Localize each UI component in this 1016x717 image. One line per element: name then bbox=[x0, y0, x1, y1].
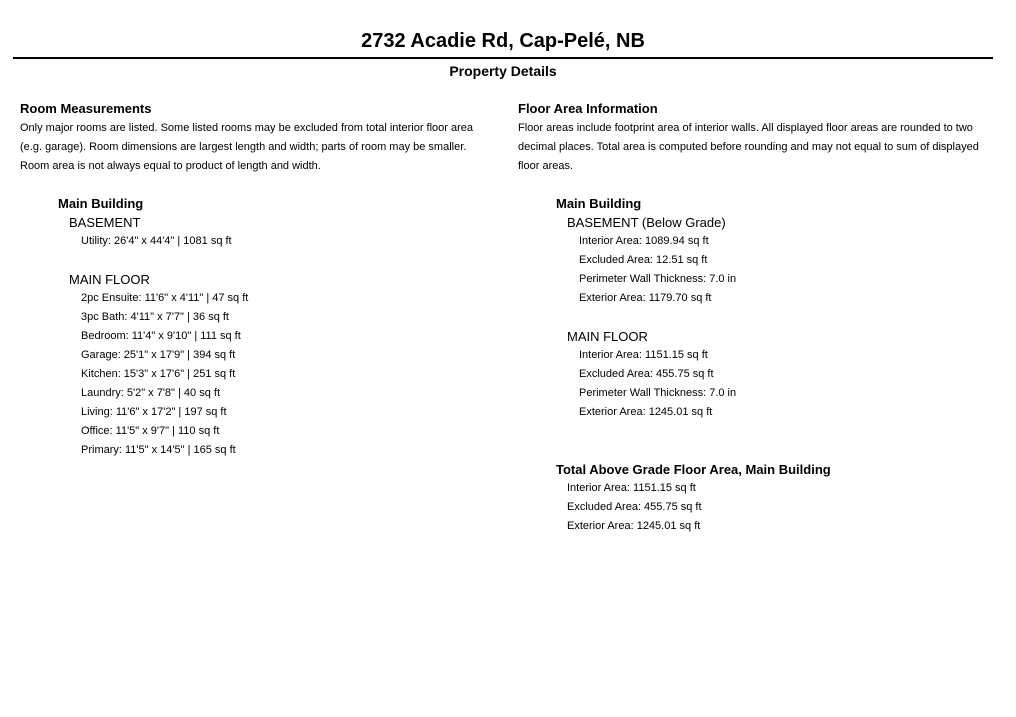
note-line: Floor areas include footprint area of interior walls. All displayed floor areas are rounded to two bbox=[518, 122, 973, 134]
floor-name-basement: BASEMENT (Below Grade) bbox=[567, 215, 726, 230]
spacer bbox=[58, 251, 478, 270]
floor-name-main-floor: MAIN FLOOR bbox=[69, 272, 150, 287]
note-line: decimal places. Total area is computed before rounding and may not equal to sum of displayed bbox=[518, 141, 979, 153]
floor-name-main-floor: MAIN FLOOR bbox=[567, 329, 648, 344]
floor-area-list bbox=[556, 194, 996, 536]
room-item: Primary: 11'5" x 14'5" | 165 sq ft bbox=[81, 444, 236, 456]
note-line: Only major rooms are listed. Some listed rooms may be excluded from total interior floor area bbox=[20, 122, 474, 134]
area-item: Excluded Area: 12.51 sq ft bbox=[579, 254, 708, 266]
building-name: Main Building bbox=[58, 196, 144, 211]
area-item: Exterior Area: 1179.70 sq ft bbox=[579, 292, 712, 304]
floor-area-note bbox=[518, 119, 998, 176]
note-line: floor areas. bbox=[518, 160, 574, 172]
room-item: 3pc Bath: 4'11" x 7'7" | 36 sq ft bbox=[81, 311, 229, 323]
building-name: Main Building bbox=[556, 196, 642, 211]
room-measurements-section bbox=[20, 101, 500, 176]
total-above-grade-heading: Total Above Grade Floor Area, Main Building bbox=[556, 462, 831, 477]
room-item: 2pc Ensuite: 11'6" x 4'11" | 47 sq ft bbox=[81, 292, 249, 304]
note-line: Room area is not always equal to product of length and width. bbox=[20, 160, 321, 172]
room-item: Utility: 26'4" x 44'4" | 1081 sq ft bbox=[81, 235, 232, 247]
property-address-title: 2732 Acadie Rd, Cap-Pelé, NB bbox=[361, 30, 645, 52]
area-item: Exterior Area: 1245.01 sq ft bbox=[579, 406, 713, 418]
room-measurements-heading: Room Measurements bbox=[20, 101, 152, 116]
area-item: Perimeter Wall Thickness: 7.0 in bbox=[579, 273, 737, 285]
area-item: Interior Area: 1089.94 sq ft bbox=[579, 235, 709, 247]
note-line: (e.g. garage). Room dimensions are largest length and width; parts of room may be smaller. bbox=[20, 141, 467, 153]
area-item: Interior Area: 1151.15 sq ft bbox=[579, 349, 708, 361]
room-item: Garage: 25'1" x 17'9" | 394 sq ft bbox=[81, 349, 236, 361]
total-area-item: Interior Area: 1151.15 sq ft bbox=[567, 482, 696, 494]
room-measurements-note bbox=[20, 119, 500, 176]
floor-name-basement: BASEMENT bbox=[69, 215, 141, 230]
spacer bbox=[556, 308, 996, 327]
title-divider bbox=[13, 57, 993, 59]
total-area-item: Excluded Area: 455.75 sq ft bbox=[567, 501, 702, 513]
spacer bbox=[556, 422, 996, 460]
area-item: Perimeter Wall Thickness: 7.0 in bbox=[579, 387, 737, 399]
room-item: Bedroom: 11'4" x 9'10" | 111 sq ft bbox=[81, 330, 241, 342]
floor-area-section bbox=[518, 101, 998, 176]
room-item: Office: 11'5" x 9'7" | 110 sq ft bbox=[81, 425, 220, 437]
room-list bbox=[58, 194, 478, 460]
property-details-subtitle: Property Details bbox=[449, 63, 557, 79]
area-item: Excluded Area: 455.75 sq ft bbox=[579, 368, 714, 380]
room-item: Living: 11'6" x 17'2" | 197 sq ft bbox=[81, 406, 227, 418]
total-area-item: Exterior Area: 1245.01 sq ft bbox=[567, 520, 701, 532]
room-item: Laundry: 5'2" x 7'8" | 40 sq ft bbox=[81, 387, 221, 399]
floor-area-heading: Floor Area Information bbox=[518, 101, 658, 116]
room-item: Kitchen: 15'3" x 17'6" | 251 sq ft bbox=[81, 368, 236, 380]
